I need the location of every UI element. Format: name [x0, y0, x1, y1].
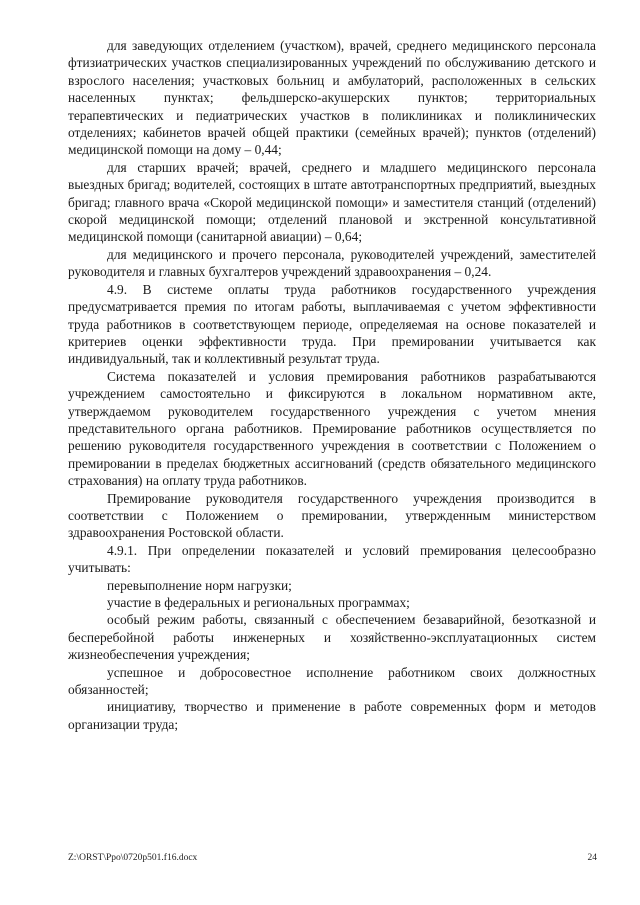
- paragraph: для заведующих отделением (участком), врачей, среднего медицинского персонала фтизиатрических участков специализированных учреждений по обслуживанию детского и взрослого населения; участковых больниц и амбулаторий, расположенных в сельских населенных пунктах; фельдшерско-акушерских пунктов; территориальных терапевтических и педиатрических участков в поликлиниках и поликлинических отделениях; кабинетов врачей общей практики (семейных врачей); пунктов (отделений) медицинской помощи на дому – 0,44;: [68, 38, 596, 158]
- footer-file-path: Z:\ORST\Ppo\0720p501.f16.docx: [68, 853, 198, 863]
- paragraph: Система показателей и условия премирования работников разрабатываются учреждением самостоятельно и фиксируются в локальном нормативном акте, утверждаемом руководителем государственного учреждения с учетом мнения представительного органа работников. Премирование работников осуществляется по решению руководителя государственного учреждения в соответствии с Положением о премировании в пределах бюджетных ассигнований (средств обязательного медицинского страхования) на оплату труда работников.: [68, 368, 596, 489]
- list-item: успешное и добросовестное исполнение работником своих должностных обязанностей;: [68, 664, 596, 698]
- list-item: участие в федеральных и региональных программах;: [107, 595, 410, 610]
- list-item: инициативу, творчество и применение в работе современных форм и методов организации труда;: [68, 699, 596, 732]
- paragraph: 4.9. В системе оплаты труда работников государственного учреждения предусматривается премия по итогам работы, выплачиваемая с учетом эффективности труда работников в соответствующем периоде, определяемая на основе показателей и критериев оценки эффективности труда. При премировании учитывается как индивидуальный, так и коллективный результат труда.: [68, 281, 596, 367]
- footer-page-number: 24: [587, 853, 597, 863]
- paragraph: для старших врачей; врачей, среднего и младшего медицинского персонала выездных бригад; водителей, состоящих в штате автотранспортных предприятий, выездных бригад; главного врача «Скорой медицинской помощи» и заместителя станций (отделений) скорой медицинской помощи; отделений плановой и экстренной консультативной медицинской помощи (санитарной авиации) – 0,64;: [68, 159, 596, 245]
- document-body: [68, 37, 596, 733]
- list-item: перевыполнение норм нагрузки;: [107, 577, 292, 593]
- list-item: особый режим работы, связанный с обеспечением безаварийной, безотказной и бесперебойной работы инженерных и хозяйственно-эксплуатационных систем жизнеобеспечения учреждения;: [68, 612, 596, 663]
- paragraph: Премирование руководителя государственного учреждения производится в соответствии с Положением о премировании, утвержденным министерством здравоохранения Ростовской области.: [68, 490, 596, 541]
- paragraph: 4.9.1. При определении показателей и условий премирования целесообразно учитывать:: [68, 542, 596, 576]
- paragraph: для медицинского и прочего персонала, руководителей учреждений, заместителей руководителя и главных бухгалтеров учреждений здравоохранения – 0,24.: [68, 246, 596, 280]
